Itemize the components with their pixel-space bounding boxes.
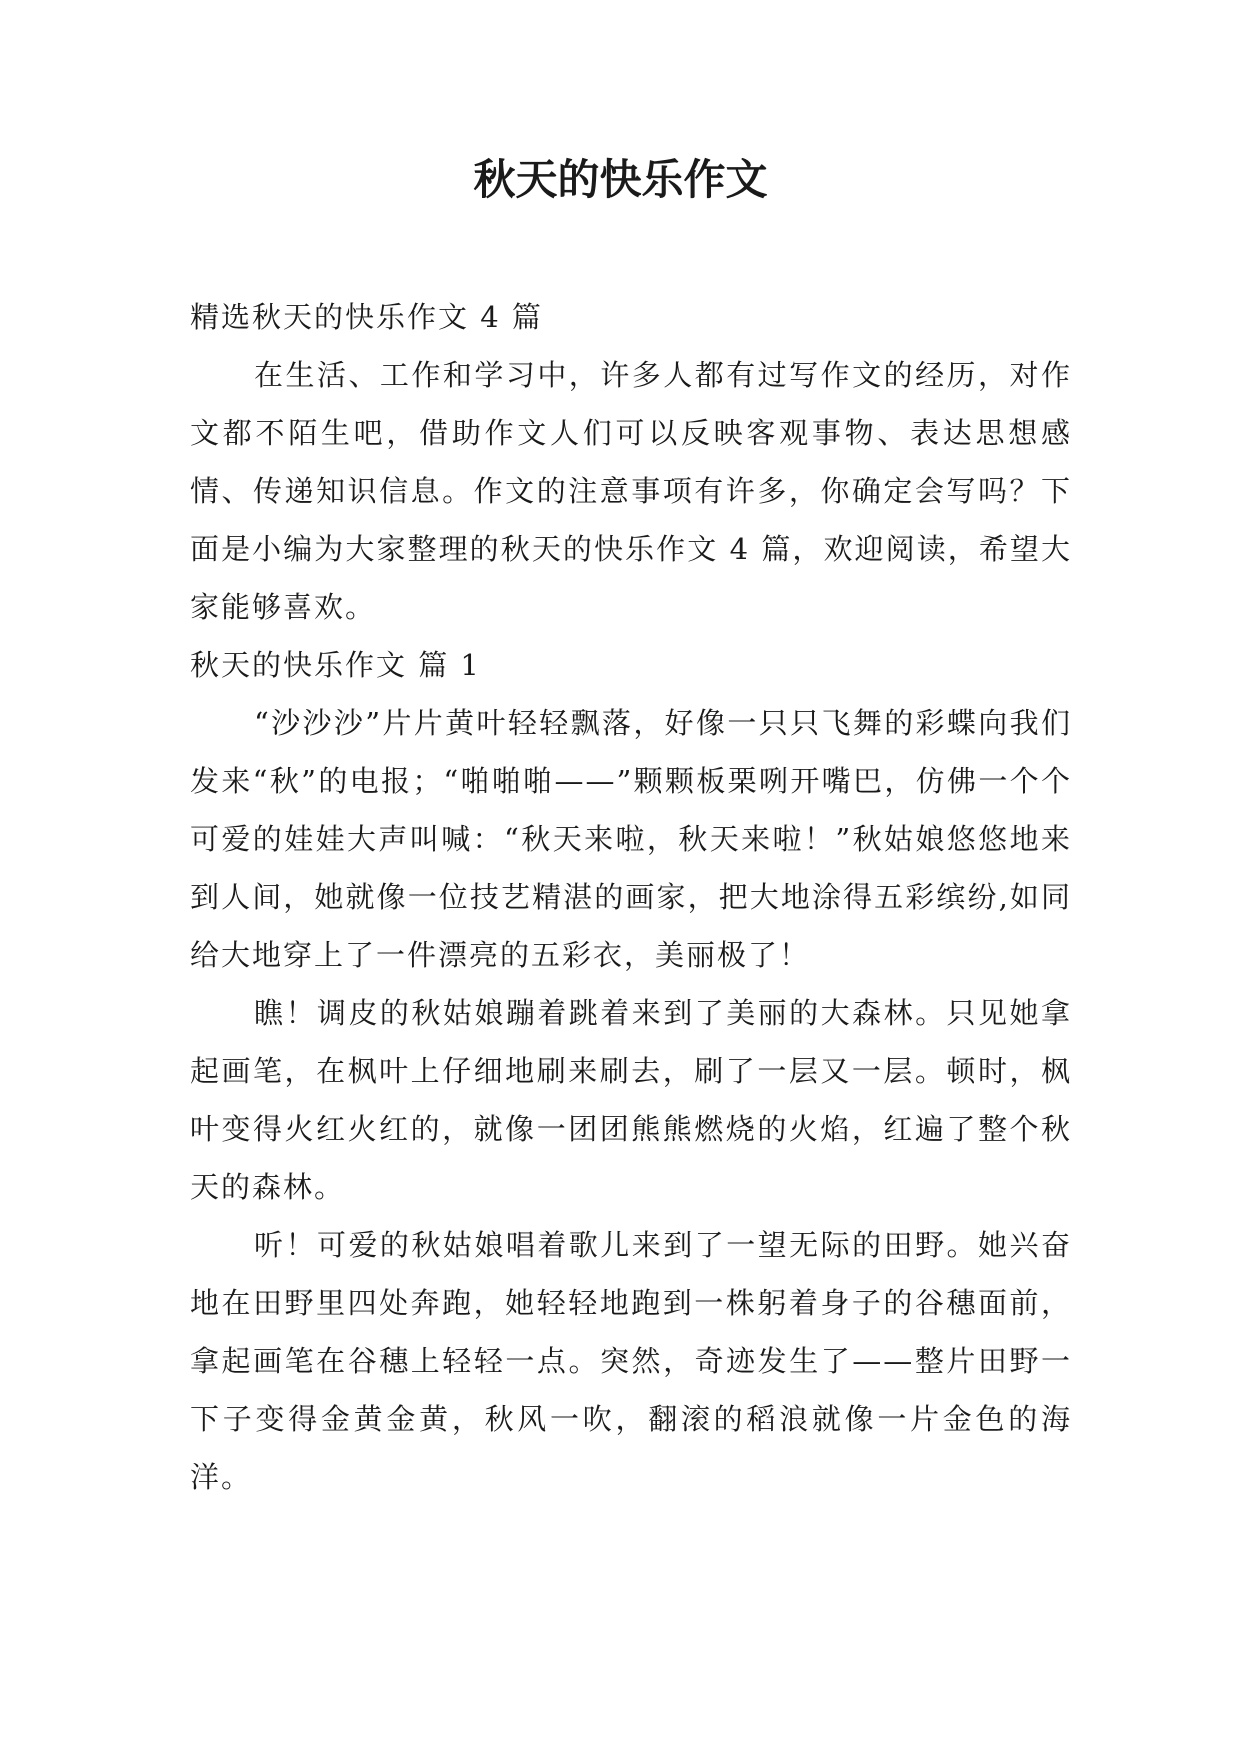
section-heading: 秋天的快乐作文 篇 1 xyxy=(190,648,481,682)
body-paragraph-2: 瞧！调皮的秋姑娘蹦着跳着来到了美丽的大森林。只见她拿起画笔，在枫叶上仔细地刷来刷去，刷了一层又一层。顿时，枫叶变得火红火红的，就像一团团熊熊燃烧的火焰，红遍了整个秋天的森林。 xyxy=(190,996,1072,1204)
document-body xyxy=(190,288,1072,1506)
body-paragraph-3: 听！可爱的秋姑娘唱着歌儿来到了一望无际的田野。她兴奋地在田野里四处奔跑，她轻轻地跑到一株躬着身子的谷穗面前，拿起画笔在谷穗上轻轻一点。突然，奇迹发生了——整片田野一下子变得金黄金黄，秋风一吹，翻滚的稻浪就像一片金色的海洋。 xyxy=(190,1228,1072,1494)
intro-paragraph: 在生活、工作和学习中，许多人都有过写作文的经历，对作文都不陌生吧，借助作文人们可以反映客观事物、表达思想感情、传递知识信息。作文的注意事项有许多，你确定会写吗？下面是小编为大家整理的秋天的快乐作文 4 篇，欢迎阅读，希望大家能够喜欢。 xyxy=(190,358,1072,624)
page-title: 秋天的快乐作文 xyxy=(473,155,768,204)
body-paragraph-1: “沙沙沙”片片黄叶轻轻飘落，好像一只只飞舞的彩蝶向我们发来“秋”的电报；“啪啪啪——”颗颗板栗咧开嘴巴，仿佛一个个可爱的娃娃大声叫喊：“秋天来啦，秋天来啦！”秋姑娘悠悠地来到人间，她就像一位技艺精湛的画家，把大地涂得五彩缤纷,如同给大地穿上了一件漂亮的五彩衣，美丽极了！ xyxy=(190,706,1072,972)
subtitle: 精选秋天的快乐作文 4 篇 xyxy=(190,300,543,334)
